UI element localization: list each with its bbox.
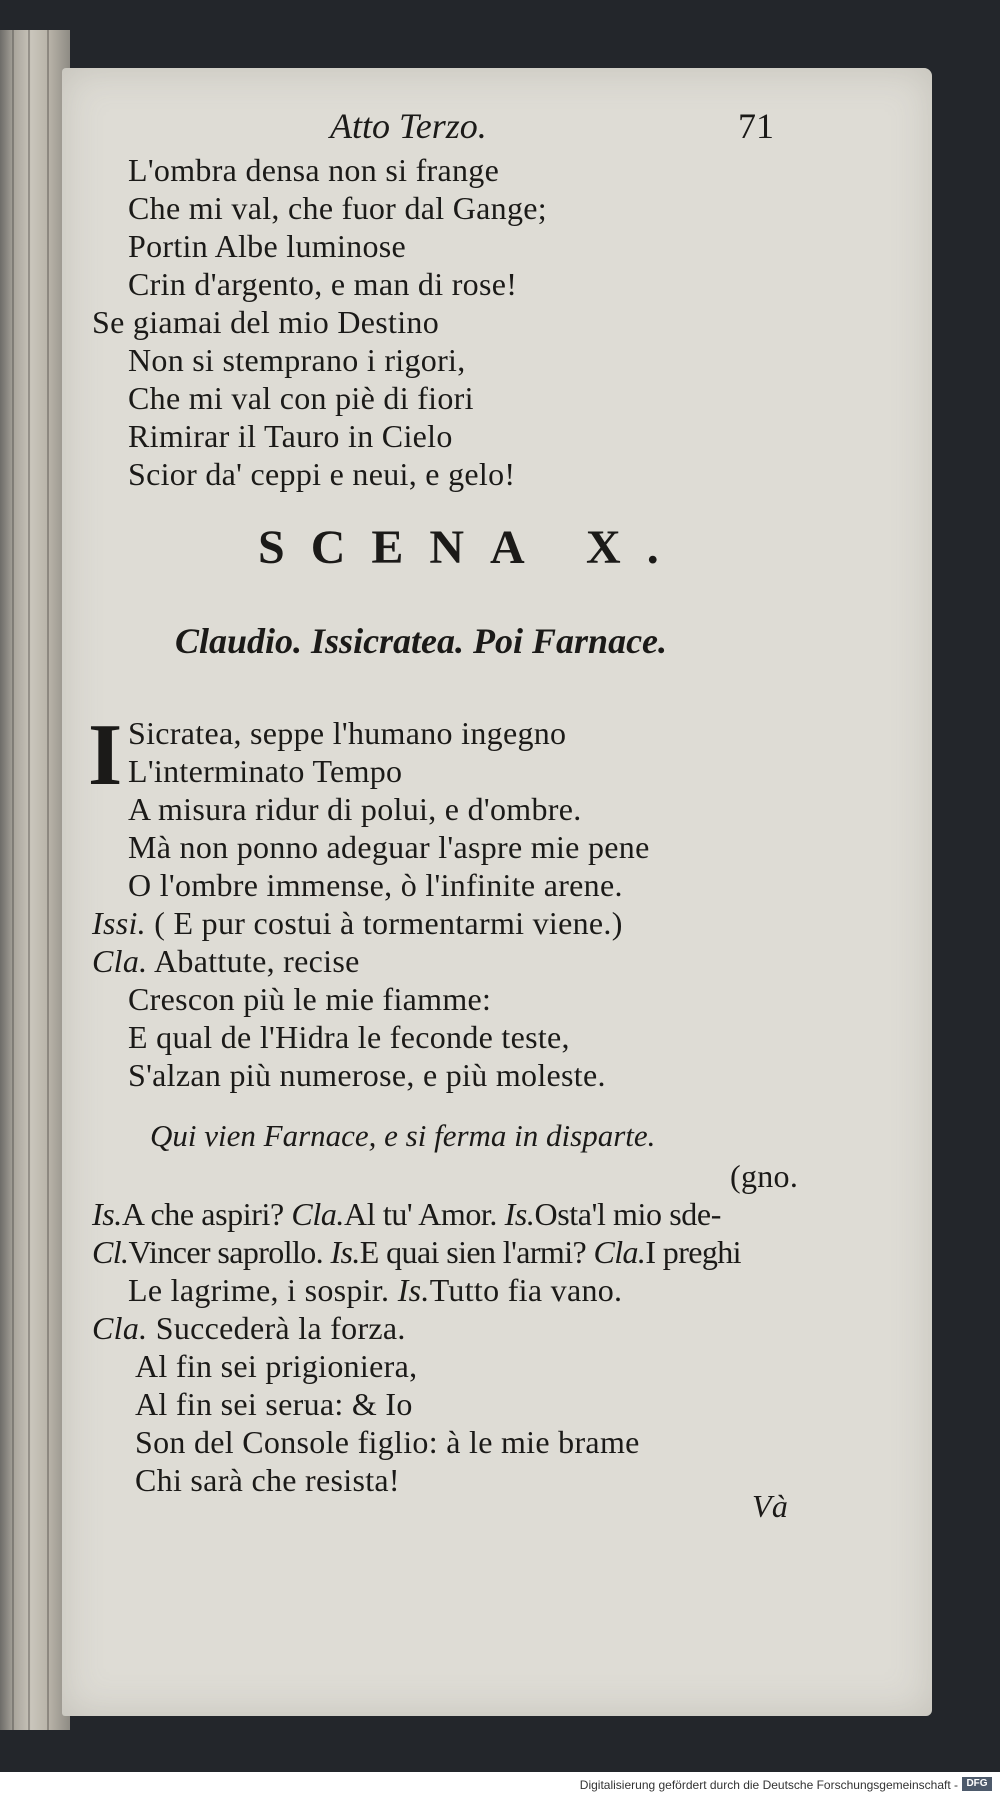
verse-line: Al fin sei serua: & Io (135, 1386, 413, 1422)
exchange-line (92, 1310, 406, 1347)
verse-line: Crin d'argento, e man di rose! (128, 266, 518, 302)
dialogue-text: Vincer saprollo. (128, 1234, 324, 1270)
verse-line: Che mi val con piè di fiori (128, 380, 474, 416)
speech-line: L'interminato Tempo (128, 753, 403, 789)
speaker-label: Cla. (92, 1310, 148, 1346)
dialogue-text: Tutto fia vano. (429, 1272, 623, 1308)
stage-direction: Qui vien Farnace, e si ferma in disparte. (150, 1118, 656, 1153)
dialogue-text: Al tu' Amor. (344, 1196, 498, 1232)
running-head: Atto Terzo. (330, 106, 487, 146)
drop-cap: I (88, 707, 123, 804)
verse-line: Son del Console figlio: à le mie brame (135, 1424, 640, 1460)
verse-line: Scior da' ceppi e neui, e gelo! (128, 456, 516, 492)
dialogue-text: I preghi (645, 1234, 741, 1270)
speaker-label: Cla. (92, 943, 148, 979)
dialogue-text: A che aspiri? (121, 1196, 284, 1232)
verse-line: Non si stemprano i rigori, (128, 342, 466, 378)
speaker-label: Is. (504, 1196, 535, 1232)
dialogue-line: E qual de l'Hidra le feconde teste, (128, 1019, 570, 1055)
speech-line: O l'ombre immense, ò l'infinite arene. (128, 867, 623, 903)
speaker-label: Is. (397, 1272, 430, 1308)
turnover-text: (gno. (730, 1158, 799, 1194)
verse-line: Portin Albe luminose (128, 228, 406, 264)
speaker-label: Cla. (291, 1196, 345, 1232)
dfg-logo-icon: DFG (962, 1777, 992, 1791)
dialogue-line (92, 905, 623, 942)
footer-bar (0, 1772, 1000, 1798)
speech-line: Mà non ponno adeguar l'aspre mie pene (128, 829, 650, 865)
speaker-label: Cl. (92, 1234, 129, 1270)
dialogue-text: ( E pur costui à tormentarmi viene.) (154, 905, 623, 941)
catchword: Và (752, 1488, 789, 1524)
dialogue-line: Crescon più le mie fiamme: (128, 981, 492, 1017)
speech-line: Sicratea, seppe l'humano ingegno (128, 715, 567, 751)
verse-line: Chi sarà che resista! (135, 1462, 400, 1498)
page-number: 71 (738, 106, 774, 146)
dialogue-text: Le lagrime, i sospir. (128, 1272, 390, 1308)
dialogue-text: Abattute, recise (153, 943, 360, 979)
dialogue-text: Succederà la forza. (155, 1310, 406, 1346)
speaker-label: Issi. (92, 905, 146, 941)
dialogue-text: E quai sien l'armi? (359, 1234, 587, 1270)
exchange-line (128, 1272, 622, 1309)
verse-line: L'ombra densa non si frange (128, 152, 500, 188)
exchange-line (92, 1234, 741, 1271)
footer-credit: Digitalisierung gefördert durch die Deutsche Forschungsgemeinschaft - (579, 1778, 958, 1792)
verse-line: Che mi val, che fuor dal Gange; (128, 190, 547, 226)
dialogue-text: Osta'l mio sde- (534, 1196, 721, 1232)
speaker-label: Cla. (593, 1234, 646, 1270)
verse-line: Rimirar il Tauro in Cielo (128, 418, 453, 454)
book-edge (0, 30, 70, 1730)
scene-characters: Claudio. Issicratea. Poi Farnace. (175, 621, 668, 661)
verse-line: Se giamai del mio Destino (92, 304, 439, 340)
dialogue-line (92, 943, 360, 980)
speaker-label: Is. (92, 1196, 122, 1232)
speech-line: A misura ridur di polui, e d'ombre. (128, 791, 582, 827)
speaker-label: Is. (330, 1234, 360, 1270)
dialogue-line: S'alzan più numerose, e più moleste. (128, 1057, 606, 1093)
scene-title: SCENA X. (258, 521, 685, 574)
verse-line: Al fin sei prigioniera, (135, 1348, 418, 1384)
exchange-line (92, 1196, 721, 1233)
